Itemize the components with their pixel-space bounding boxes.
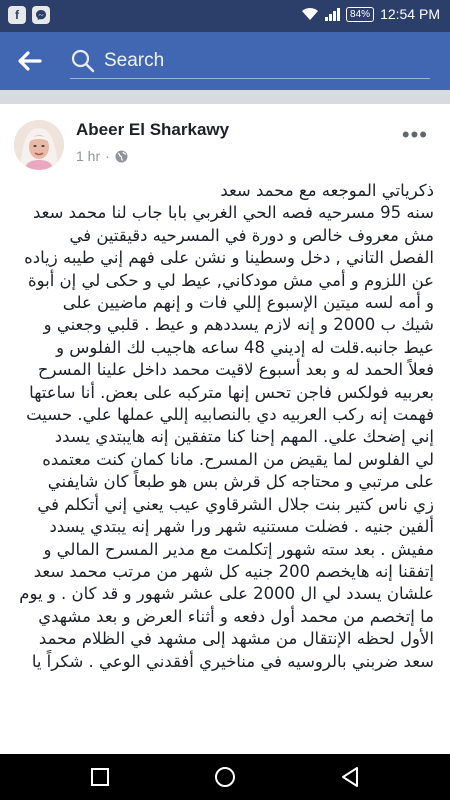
search-underline [70, 78, 430, 79]
post-line: ما إتخصم من محمد أول دفعه و أثناء العرض و بعد مشهدي [38, 606, 434, 626]
feed-separator [0, 90, 450, 104]
post-line: فهمت إنه ركب العربيه دي بالنصابيه إللي عملها علي. حسيت [26, 405, 434, 425]
post-line: على مرتبي و محتاجه كل قرش بس هو طبعاً كان شايفني [47, 472, 434, 492]
post-line: إني إضحك علي. المهم إحنا كنا متفقين إنه هايبتدي يسدد [54, 427, 434, 447]
messenger-notification-icon [32, 6, 50, 24]
post-author-name[interactable]: Abeer El Sharkawy [76, 120, 230, 139]
back-arrow-icon[interactable] [14, 46, 44, 76]
post-line: الفصل التاني , دخل وسطينا و نشن على فهم إني طيبه زياده [24, 248, 434, 268]
post-line: بعربيه فولكس فاجن تحس إنها متركبه على بعض. أنا ساعتها [29, 382, 434, 402]
post-card [0, 104, 450, 754]
back-icon[interactable] [338, 765, 362, 789]
author-avatar[interactable] [14, 120, 64, 170]
post-line: ألفين جنيه . فضلت مستنيه شهر ورا شهر إنه يبتدي يسدد [49, 517, 434, 537]
globe-icon [115, 150, 128, 163]
recent-apps-icon[interactable] [88, 765, 112, 789]
post-meta [76, 148, 128, 164]
post-line: مش معروف خالص و دورة في المسرحيه دقيقتين في [69, 225, 434, 245]
post-line: علشان يسدد لي ال 2000 على عشر شهور و قد كان . و يوم [19, 584, 434, 604]
post-line: شيك ب 2000 و إنه لازم يسددهم و عيط . قلبي وجعني و [43, 315, 434, 335]
post-line: مفيش . بعد سته شهور إتكلمت مع مدير المسرح المالي و [43, 539, 434, 559]
status-bar [0, 0, 450, 32]
post-line: ذكرياتي الموجعه مع محمد سعد [220, 181, 434, 200]
home-icon[interactable] [213, 765, 237, 789]
app-header [0, 32, 450, 90]
post-timestamp[interactable]: 1 hr [76, 148, 101, 164]
more-options-icon[interactable]: ••• [401, 122, 428, 147]
post-body [16, 180, 434, 673]
system-navigation-bar [0, 754, 450, 800]
post-line: عيط جانبه.قلت له إديني 48 ساعه هاجيب لك الفلوس و [56, 337, 434, 357]
post-line: سعد ضربني بالروسيه في مناخيري أفقدني الوعي . شكراً يا [31, 651, 434, 671]
signal-strength-icon [325, 7, 340, 21]
post-line: و أمه لسه ميتين الإسبوع إللي فات و إنهم ماضيين على [62, 293, 434, 313]
wifi-icon [301, 7, 319, 21]
post-line: زي ناس كتير بنت جلال الشرقاوي عيب يعني إني أتكلم في [37, 494, 434, 514]
meta-separator-dot: · [105, 148, 110, 164]
facebook-notification-icon: f [8, 6, 26, 24]
post-line: لي الفلوس لما يقيض من المسرح. مانا كمان كنت معتمده [42, 449, 434, 469]
post-line: الأول لحظه الإنتقال من مشهد إلى مشهد في الظلام محمد [38, 629, 434, 649]
post-line: عن اللزوم و أمي مش مودكاني, عيط لي و حكى لي إن أبوة [27, 270, 434, 290]
post-line: سنه 95 مسرحيه فصه الحي الغربي بابا جاب لنا محمد سعد [32, 203, 434, 223]
post-line: إتفقنا إنه هايخصم 200 جنيه كل شهر من مرتب محمد سعد [33, 561, 434, 581]
clock: 12:54 PM [380, 6, 440, 22]
search-icon [70, 48, 96, 74]
notification-icons [8, 6, 50, 24]
search-input[interactable]: Search [104, 50, 165, 71]
battery-indicator: 84% [346, 7, 374, 22]
post-line: فعلاً الحمد له و بعد أسبوع لاقيت محمد داخل علينا المسرح [37, 360, 434, 380]
